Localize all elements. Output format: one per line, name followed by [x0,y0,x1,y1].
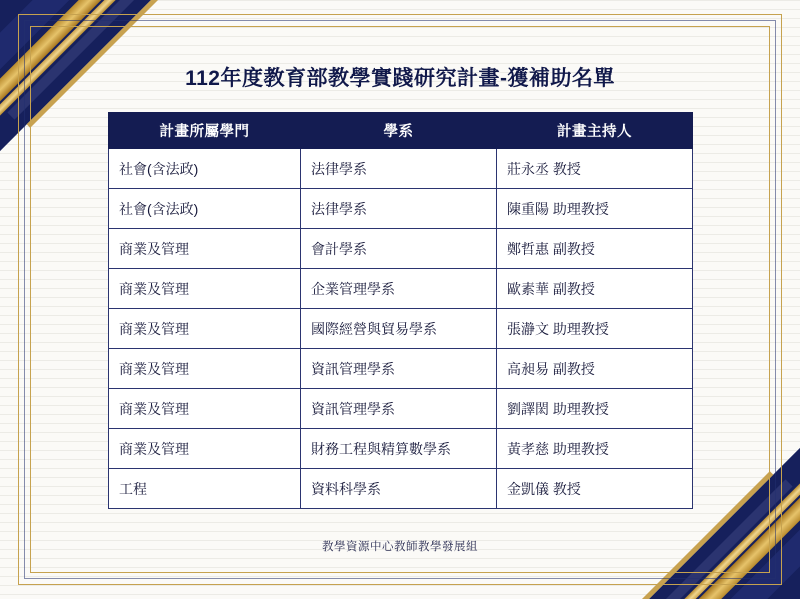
cell-principal-investigator: 莊永丞 教授 [497,149,693,189]
table-row [109,269,693,309]
cell-department: 法律學系 [301,189,497,229]
column-header-field: 計畫所屬學門 [109,113,301,149]
cell-principal-investigator: 劉譯閎 助理教授 [497,389,693,429]
table-row [109,189,693,229]
column-header-department: 學系 [301,113,497,149]
cell-field: 社會(含法政) [109,149,301,189]
cell-principal-investigator: 金凱儀 教授 [497,469,693,509]
cell-field: 商業及管理 [109,429,301,469]
cell-department: 會計學系 [301,229,497,269]
table-row [109,349,693,389]
table-row [109,429,693,469]
cell-principal-investigator: 鄭哲惠 副教授 [497,229,693,269]
cell-department: 財務工程與精算數學系 [301,429,497,469]
page-title: 112年度教育部教學實踐研究計畫-獲補助名單 [185,67,615,90]
cell-department: 資訊管理學系 [301,389,497,429]
table-row [109,229,693,269]
grant-recipients-table [108,112,693,509]
table-header-row [109,113,693,149]
cell-principal-investigator: 陳重陽 助理教授 [497,189,693,229]
cell-department: 法律學系 [301,149,497,189]
cell-principal-investigator: 歐素華 副教授 [497,269,693,309]
cell-field: 社會(含法政) [109,189,301,229]
cell-field: 商業及管理 [109,309,301,349]
cell-department: 企業管理學系 [301,269,497,309]
cell-field: 工程 [109,469,301,509]
table-row [109,389,693,429]
cell-department: 資料科學系 [301,469,497,509]
footer-text: 教學資源中心教師教學發展組 [322,541,478,553]
cell-principal-investigator: 張瀞文 助理教授 [497,309,693,349]
table-row [109,469,693,509]
cell-department: 國際經營與貿易學系 [301,309,497,349]
table-row [109,309,693,349]
cell-field: 商業及管理 [109,269,301,309]
cell-field: 商業及管理 [109,389,301,429]
column-header-principal-investigator: 計畫主持人 [497,113,693,149]
cell-principal-investigator: 黃孝慈 助理教授 [497,429,693,469]
table-row [109,149,693,189]
cell-field: 商業及管理 [109,349,301,389]
cell-department: 資訊管理學系 [301,349,497,389]
cell-field: 商業及管理 [109,229,301,269]
cell-principal-investigator: 高昶易 副教授 [497,349,693,389]
